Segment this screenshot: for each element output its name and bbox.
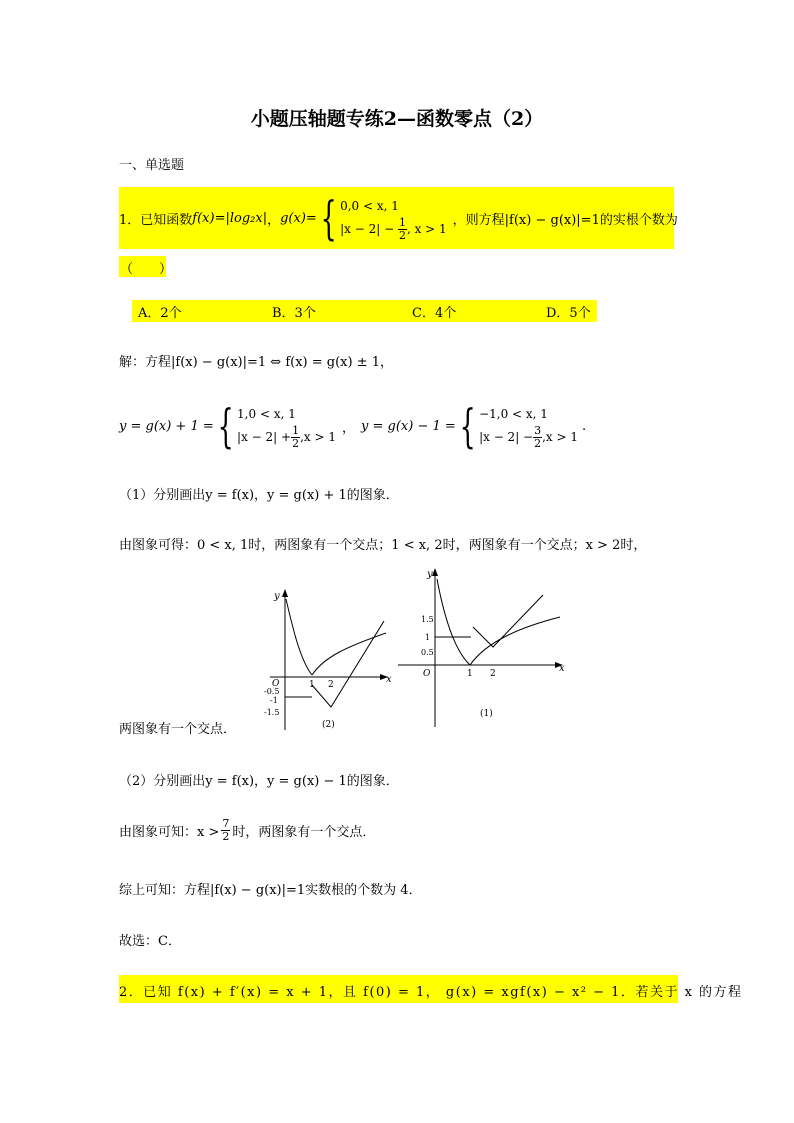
g2-x-label: x <box>386 674 392 685</box>
s2-case-4 <box>479 425 578 450</box>
s2-frac-2 <box>533 425 542 450</box>
s2-cases-2 <box>479 403 578 450</box>
g2-y-label: y <box>274 591 280 602</box>
g2-curve-right <box>312 633 386 675</box>
q1-suffix: ，则方程|f(x) − g(x)|=1的实根个数为 <box>452 212 678 228</box>
g2-tick-m05: -0.5 <box>264 687 280 696</box>
g1-v-line <box>473 595 543 647</box>
g1-tick-05: 0.5 <box>421 648 434 657</box>
s2-sep: ， <box>342 420 356 436</box>
solution-line-7 <box>119 812 375 848</box>
q1-sep: ， <box>267 212 281 228</box>
g1-x-label: x <box>559 663 565 674</box>
g1-tick-15: 1.5 <box>421 615 434 624</box>
g1-tick-2: 2 <box>490 669 496 679</box>
s2-case-3: −1,0 < x, 1 <box>479 406 548 421</box>
q1-case-2b: , x > 1 <box>406 221 447 236</box>
s2-brace-1: { <box>217 399 234 453</box>
s7-frac-num: 7 <box>222 816 230 830</box>
s2-frac-1-num: 1 <box>292 423 300 437</box>
s7-frac-den: 2 <box>222 829 230 843</box>
s2-case-2b: ,x > 1 <box>300 429 336 444</box>
s2-frac-2-num: 3 <box>534 423 542 437</box>
g2-tick-2: 2 <box>328 680 334 690</box>
option-a[interactable]: A．2个 <box>138 306 182 321</box>
option-d[interactable]: D．5个 <box>546 306 591 321</box>
s2-frac-2-den: 2 <box>534 436 542 450</box>
option-c[interactable]: C．4个 <box>412 306 457 321</box>
section-heading: 一、单选题 <box>119 158 185 173</box>
q1-paren: （ ） <box>120 262 173 277</box>
g2-tick-1: 1 <box>309 680 315 690</box>
options-highlight <box>132 300 597 322</box>
s2-case-4b: ,x > 1 <box>542 429 579 444</box>
s2-end: . <box>582 418 587 434</box>
option-b[interactable]: B．3个 <box>272 306 316 321</box>
g1-y-label: y <box>427 569 433 580</box>
solution-line-5: 两图象有一个交点． <box>119 722 237 737</box>
s2-frac-1-den: 2 <box>292 436 300 450</box>
s2-cases-1 <box>237 403 336 450</box>
g1-caption: (1) <box>480 709 493 719</box>
q1-g-lhs: g(x)= <box>280 210 317 226</box>
s2-case-2 <box>237 425 336 450</box>
q1-case-2a: |x − 2| − <box>340 221 395 236</box>
g1-tick-1: 1 <box>467 669 473 679</box>
g2-tick-m1: -1 <box>270 696 278 705</box>
s2-lhs1: y = g(x) + 1 = <box>119 418 214 434</box>
s2-case-4a: |x − 2| − <box>479 429 534 444</box>
question-2: 2．已知 f(x) + f′(x) = x + 1，且 f(0) = 1， g(x) = xgf(x) − x² − 1．若关于 x 的方程 <box>119 985 743 1000</box>
g2-caption: (2) <box>322 720 335 730</box>
solution-line-4: 由图象可得：0 < x, 1时，两图象有一个交点；1 < x, 2时，两图象有一个交点；x > 2时， <box>119 538 647 553</box>
q1-brace: { <box>320 191 337 245</box>
s2-case-1: 1,0 < x, 1 <box>237 406 296 421</box>
q1-case-1: 0,0 < x, 1 <box>340 198 399 213</box>
solution-line-1: 解：方程|f(x) − g(x)|=1 ⇔ f(x) = g(x) ± 1， <box>119 355 393 370</box>
g2-y-arrow <box>282 589 288 597</box>
s7-frac <box>221 818 230 843</box>
graph-1 <box>395 565 575 730</box>
q1-frac-num: 1 <box>398 215 406 229</box>
g1-origin: O <box>423 669 431 679</box>
s2-frac-1 <box>291 425 300 450</box>
page-title: 小题压轴题专练2—函数零点（2） <box>250 108 544 130</box>
q1-case-2 <box>340 217 447 242</box>
graph-2 <box>250 585 400 735</box>
g1-y-arrow <box>432 568 438 576</box>
solution-line-8: 综上可知：方程|f(x) − g(x)|=1实数根的个数为 4． <box>119 883 422 898</box>
g2-tick-m15: -1.5 <box>264 708 280 717</box>
q1-frac <box>398 217 407 242</box>
solution-line-3: （1）分别画出y = f(x)，y = g(x) + 1的图象． <box>119 488 399 503</box>
g1-tick-1y: 1 <box>425 633 431 642</box>
g2-origin: O <box>272 679 280 689</box>
s2-case-2a: |x − 2| + <box>237 429 292 444</box>
q1-cases <box>340 195 447 242</box>
q1-f-def: f(x)=|log₂x| <box>192 210 268 226</box>
g2-curve-left <box>286 599 312 675</box>
solution-line-9: 故选：C． <box>119 934 181 949</box>
q1-prefix: 1．已知函数 <box>119 212 193 228</box>
g1-curve-left <box>437 579 470 665</box>
solution-line-6: （2）分别画出y = f(x)，y = g(x) − 1的图象． <box>119 774 399 789</box>
q1-frac-den: 2 <box>398 228 406 242</box>
s2-lhs2: y = g(x) − 1 = <box>361 418 456 434</box>
s7-prefix: 由图象可知：x > <box>119 824 220 840</box>
solution-line-2 <box>119 398 586 454</box>
question-1 <box>119 190 678 246</box>
s7-suffix: 时，两图象有一个交点． <box>232 824 376 840</box>
g2-v-line <box>312 621 384 707</box>
s2-brace-2: { <box>459 399 476 453</box>
